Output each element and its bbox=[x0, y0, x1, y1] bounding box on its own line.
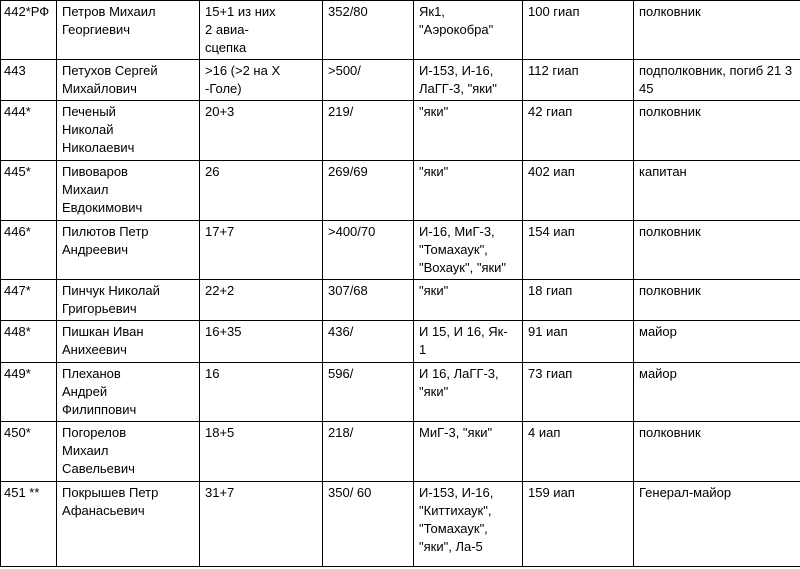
table-row bbox=[1, 482, 800, 567]
aircraft-cell: МиГ-3, "яки" bbox=[414, 422, 523, 482]
pilot-name-cell: Пинчук Николай Григорьевич bbox=[57, 280, 200, 321]
table-row bbox=[1, 363, 800, 422]
victories-cell: 17+7 bbox=[200, 221, 323, 280]
victories-cell: 16+35 bbox=[200, 321, 323, 363]
sorties-battles-cell: 307/68 bbox=[323, 280, 414, 321]
unit-cell: 18 гиап bbox=[523, 280, 634, 321]
sorties-battles-cell: 436/ bbox=[323, 321, 414, 363]
pilot-name-cell: Погорелов Михаил Савельевич bbox=[57, 422, 200, 482]
rank-cell: полковник bbox=[634, 1, 800, 60]
victories-cell: 22+2 bbox=[200, 280, 323, 321]
unit-cell: 73 гиап bbox=[523, 363, 634, 422]
sorties-battles-cell: 219/ bbox=[323, 101, 414, 161]
pilot-number-cell: 449* bbox=[1, 363, 57, 422]
table-row bbox=[1, 101, 800, 161]
table-row bbox=[1, 221, 800, 280]
unit-cell: 42 гиап bbox=[523, 101, 634, 161]
aircraft-cell: "яки" bbox=[414, 101, 523, 161]
table-row bbox=[1, 422, 800, 482]
unit-cell: 159 иап bbox=[523, 482, 634, 567]
table-row bbox=[1, 161, 800, 221]
aircraft-cell: И 16, ЛаГГ-3, "яки" bbox=[414, 363, 523, 422]
aircraft-cell: И-153, И-16, "Киттихаук", "Томахаук", "яки", Ла-5 bbox=[414, 482, 523, 567]
unit-cell: 154 иап bbox=[523, 221, 634, 280]
sorties-battles-cell: >500/ bbox=[323, 60, 414, 101]
victories-cell: >16 (>2 на Х -Голе) bbox=[200, 60, 323, 101]
aircraft-cell: И-16, МиГ-3, "Томахаук", "Вохаук", "яки" bbox=[414, 221, 523, 280]
victories-cell: 16 bbox=[200, 363, 323, 422]
sorties-battles-cell: 596/ bbox=[323, 363, 414, 422]
aircraft-cell: И 15, И 16, Як- 1 bbox=[414, 321, 523, 363]
sorties-battles-cell: >400/70 bbox=[323, 221, 414, 280]
pilot-name-cell: Пилютов Петр Андреевич bbox=[57, 221, 200, 280]
unit-cell: 100 гиап bbox=[523, 1, 634, 60]
unit-cell: 4 иап bbox=[523, 422, 634, 482]
pilot-number-cell: 444* bbox=[1, 101, 57, 161]
pilot-name-cell: Покрышев Петр Афанасьевич bbox=[57, 482, 200, 567]
pilot-number-cell: 447* bbox=[1, 280, 57, 321]
sorties-battles-cell: 269/69 bbox=[323, 161, 414, 221]
pilot-number-cell: 451 ** bbox=[1, 482, 57, 567]
pilot-number-cell: 442*РФ bbox=[1, 1, 57, 60]
unit-cell: 112 гиап bbox=[523, 60, 634, 101]
pilot-name-cell: Петров Михаил Георгиевич bbox=[57, 1, 200, 60]
rank-cell: подполковник, погиб 21 3 45 bbox=[634, 60, 800, 101]
aircraft-cell: "яки" bbox=[414, 280, 523, 321]
pilot-number-cell: 445* bbox=[1, 161, 57, 221]
pilot-name-cell: Печеный Николай Николаевич bbox=[57, 101, 200, 161]
pilot-name-cell: Пишкан Иван Анихеевич bbox=[57, 321, 200, 363]
victories-cell: 20+3 bbox=[200, 101, 323, 161]
victories-cell: 26 bbox=[200, 161, 323, 221]
pilot-number-cell: 446* bbox=[1, 221, 57, 280]
rank-cell: майор bbox=[634, 363, 800, 422]
aircraft-cell: И-153, И-16, ЛаГГ-3, "яки" bbox=[414, 60, 523, 101]
sorties-battles-cell: 218/ bbox=[323, 422, 414, 482]
pilot-name-cell: Плеханов Андрей Филиппович bbox=[57, 363, 200, 422]
pilot-name-cell: Петухов Сергей Михайлович bbox=[57, 60, 200, 101]
table-row bbox=[1, 60, 800, 101]
pilot-number-cell: 448* bbox=[1, 321, 57, 363]
table-row bbox=[1, 280, 800, 321]
victories-cell: 18+5 bbox=[200, 422, 323, 482]
rank-cell: полковник bbox=[634, 101, 800, 161]
rank-cell: капитан bbox=[634, 161, 800, 221]
pilot-number-cell: 450* bbox=[1, 422, 57, 482]
sorties-battles-cell: 352/80 bbox=[323, 1, 414, 60]
table-row bbox=[1, 321, 800, 363]
unit-cell: 402 иап bbox=[523, 161, 634, 221]
victories-cell: 15+1 из них 2 авиа- сцепка bbox=[200, 1, 323, 60]
victories-cell: 31+7 bbox=[200, 482, 323, 567]
pilot-number-cell: 443 bbox=[1, 60, 57, 101]
rank-cell: Генерал-майор bbox=[634, 482, 800, 567]
rank-cell: полковник bbox=[634, 422, 800, 482]
rank-cell: майор bbox=[634, 321, 800, 363]
aircraft-cell: "яки" bbox=[414, 161, 523, 221]
table-row bbox=[1, 1, 800, 60]
sorties-battles-cell: 350/ 60 bbox=[323, 482, 414, 567]
aircraft-cell: Як1, "Аэрокобра" bbox=[414, 1, 523, 60]
unit-cell: 91 иап bbox=[523, 321, 634, 363]
rank-cell: полковник bbox=[634, 280, 800, 321]
rank-cell: полковник bbox=[634, 221, 800, 280]
pilot-name-cell: Пивоваров Михаил Евдокимович bbox=[57, 161, 200, 221]
